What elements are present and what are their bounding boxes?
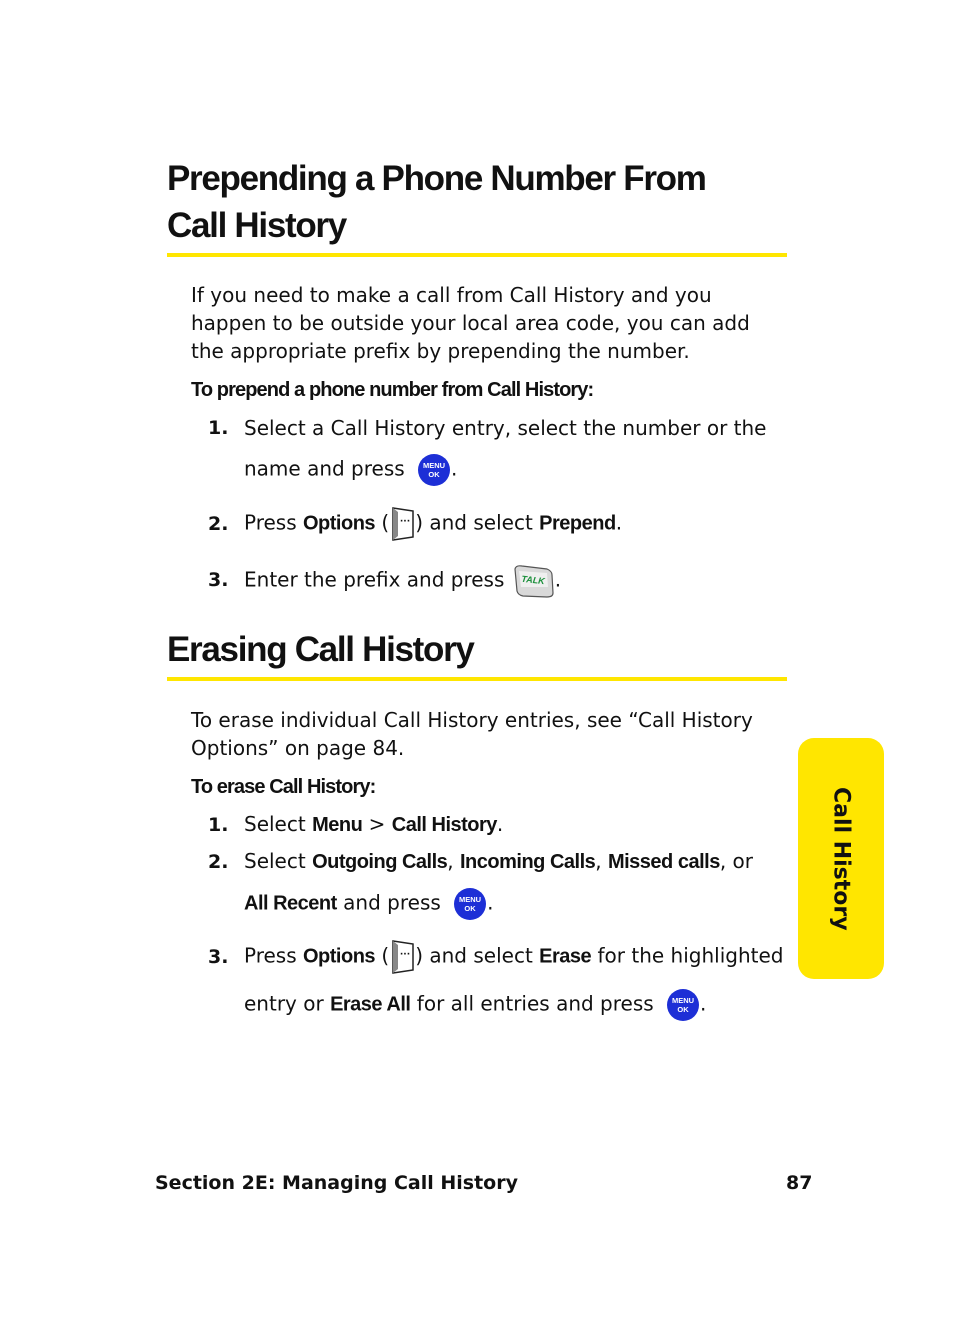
step-end: . bbox=[615, 510, 623, 535]
side-tab-label: Call History bbox=[828, 786, 854, 931]
step-text bbox=[244, 988, 706, 1022]
step-text-part: and press bbox=[336, 890, 441, 915]
menu-ok-key-icon bbox=[417, 453, 451, 487]
menu-ok-key-top-label: MENU bbox=[423, 461, 446, 470]
step-text-part: ( bbox=[375, 510, 390, 535]
page-number: 87 bbox=[786, 1172, 813, 1194]
menu-ok-key-bottom-label: OK bbox=[464, 904, 476, 913]
step-text-part: ( bbox=[375, 943, 390, 968]
step-text-part: name and press bbox=[244, 456, 405, 481]
menu-term-options: Options bbox=[303, 945, 376, 968]
step-text-part: ) and select bbox=[415, 510, 540, 535]
section2-divider bbox=[167, 677, 787, 681]
section2-intro: To erase individual Call History entries, see “Call History Options” on page 84. bbox=[191, 708, 753, 760]
step-text-part: for the highlighted bbox=[591, 943, 784, 968]
section1-intro: If you need to make a call from Call History and you happen to be outside your local area code, you can add the appropriate prefix by prepending the number. bbox=[191, 283, 750, 363]
menu-ok-key-top-label: MENU bbox=[459, 895, 482, 904]
talk-key-label: TALK bbox=[520, 573, 545, 587]
step-text-part: , or bbox=[719, 849, 753, 873]
step-text-part: , bbox=[447, 849, 460, 873]
step-number: 2. bbox=[208, 513, 229, 535]
menu-term-all-recent: All Recent bbox=[244, 892, 337, 915]
step-end: . bbox=[554, 567, 562, 592]
step-end: . bbox=[487, 890, 494, 915]
section1-divider bbox=[167, 253, 787, 257]
step-text bbox=[244, 811, 503, 838]
section2-subheading: To erase Call History: bbox=[191, 776, 376, 798]
softkey-glyph: ··· bbox=[400, 517, 411, 527]
step-text bbox=[244, 887, 494, 921]
step-text-part: Press bbox=[244, 510, 303, 535]
step-end: . bbox=[496, 812, 504, 836]
step-text bbox=[244, 848, 753, 875]
menu-term-options: Options bbox=[303, 512, 376, 535]
menu-term-erase: Erase bbox=[539, 945, 592, 968]
step-text bbox=[244, 939, 783, 975]
menu-ok-key-top-label: MENU bbox=[671, 996, 695, 1005]
menu-term-outgoing-calls: Outgoing Calls bbox=[312, 851, 448, 873]
step-end: . bbox=[700, 991, 707, 1016]
menu-term-erase-all: Erase All bbox=[330, 993, 411, 1016]
step-text-part: Press bbox=[244, 943, 303, 968]
step-text bbox=[244, 453, 457, 487]
menu-ok-key-bottom-label: OK bbox=[428, 470, 440, 479]
step-number: 2. bbox=[208, 851, 229, 873]
side-tab-label-wrap bbox=[798, 738, 884, 979]
step-number: 3. bbox=[208, 569, 229, 591]
section1-title-line1: Prepending a Phone Number From bbox=[167, 159, 706, 198]
menu-term-incoming-calls: Incoming Calls bbox=[460, 851, 596, 873]
menu-term-missed-calls: Missed calls bbox=[607, 851, 720, 873]
step-number: 1. bbox=[208, 814, 229, 836]
softkey-glyph: ··· bbox=[400, 950, 411, 960]
step-text-part: Enter the prefix and press bbox=[244, 567, 505, 592]
menu-term-menu: Menu bbox=[312, 814, 363, 836]
menu-term-prepend: Prepend bbox=[539, 512, 616, 535]
step-end: . bbox=[451, 456, 458, 481]
step-text-part: for all entries and press bbox=[410, 991, 654, 1016]
menu-ok-key-icon bbox=[453, 887, 487, 921]
section2-title: Erasing Call History bbox=[167, 630, 474, 669]
section1-title-line2: Call History bbox=[167, 206, 346, 245]
right-softkey-icon bbox=[389, 939, 415, 975]
talk-key-icon bbox=[513, 563, 555, 599]
step-text bbox=[244, 563, 561, 599]
step-text-part: ) and select bbox=[415, 943, 540, 968]
step-text-part: , bbox=[595, 849, 608, 873]
menu-term-call-history: Call History bbox=[391, 814, 497, 836]
step-number: 3. bbox=[208, 946, 229, 968]
section1-subheading: To prepend a phone number from Call History: bbox=[191, 379, 594, 401]
footer-section: Section 2E: Managing Call History bbox=[155, 1172, 518, 1194]
right-softkey-icon bbox=[389, 506, 415, 542]
step-text: Select a Call History entry, select the number or the bbox=[244, 416, 767, 440]
step-text-part: > bbox=[362, 812, 392, 836]
step-text-part: Select bbox=[244, 849, 313, 873]
step-text bbox=[244, 506, 622, 542]
menu-ok-key-bottom-label: OK bbox=[677, 1005, 689, 1014]
step-text-part: Select bbox=[244, 812, 313, 836]
step-text-part: entry or bbox=[244, 991, 331, 1016]
step-number: 1. bbox=[208, 417, 229, 439]
menu-ok-key-icon bbox=[666, 988, 700, 1022]
